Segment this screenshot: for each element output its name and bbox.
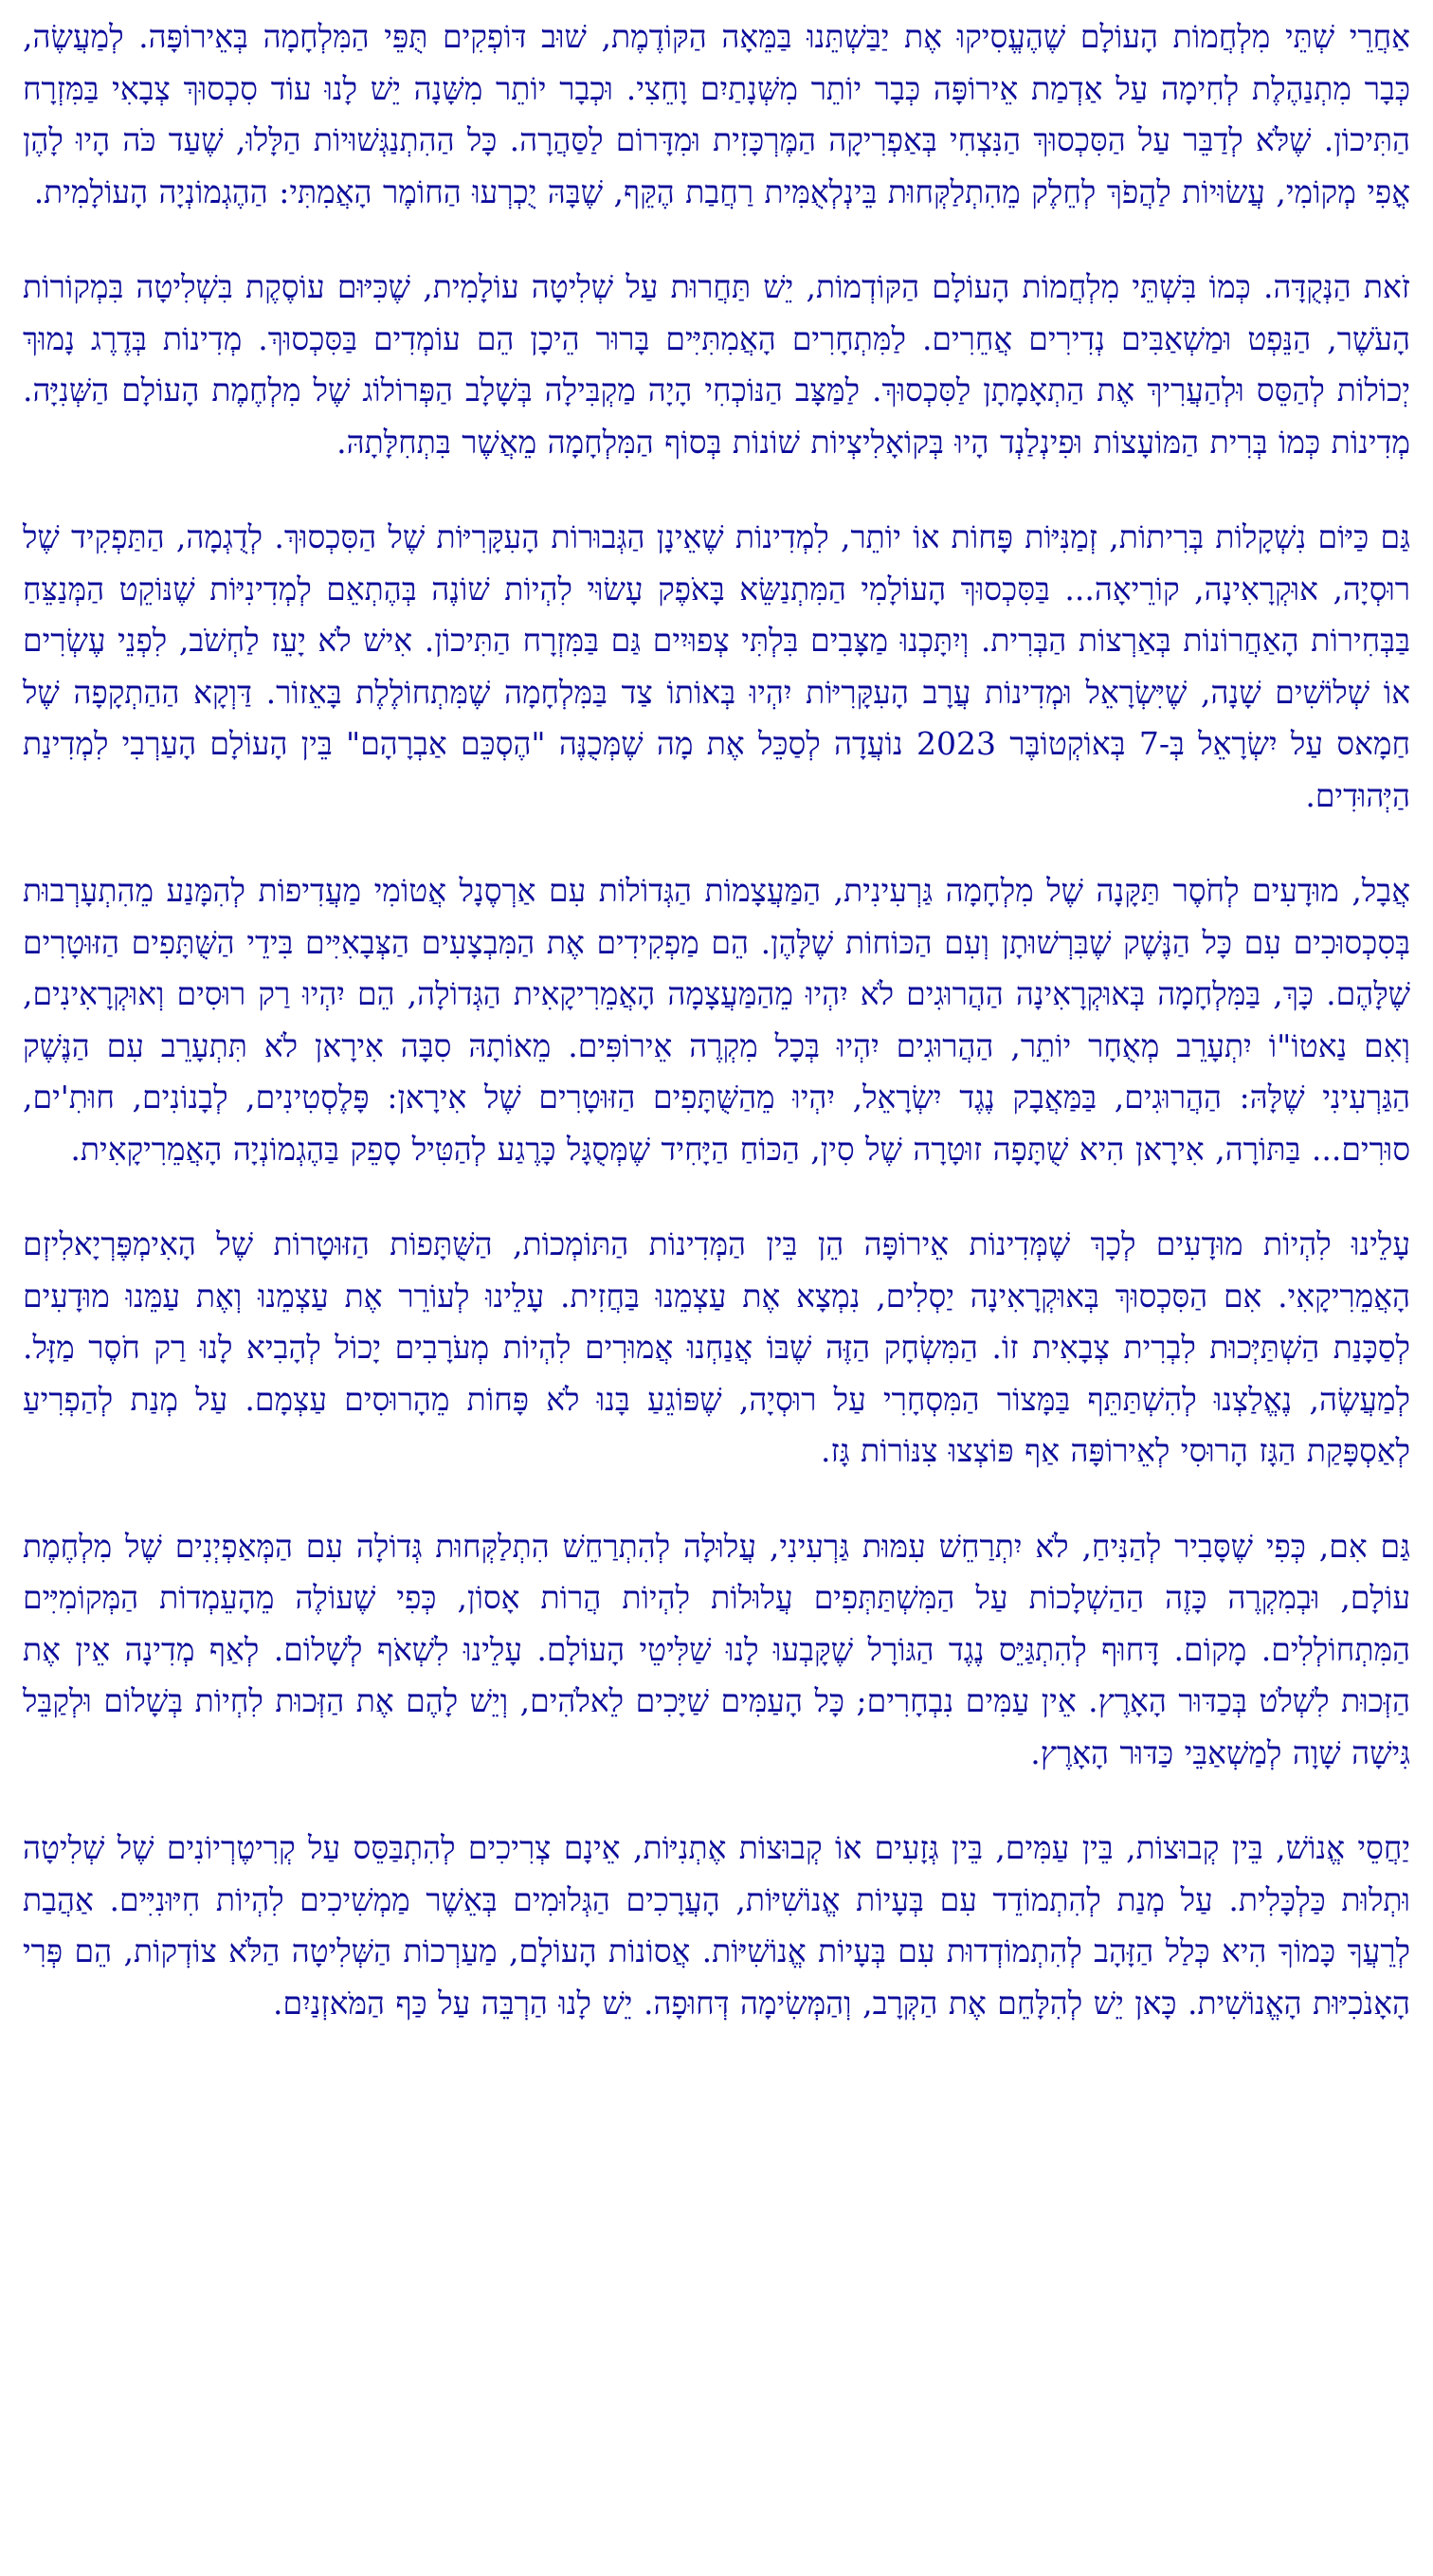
paragraph-2: זֹאת הַנְּקֻדָּה. כְּמוֹ בִּשְׁתֵּי מִלְחֲמוֹת הָעוֹלָם הַקּוֹדְמוֹת, יֵשׁ תַּחֲרוּת עַל שְׁלִיטָה עוֹלָמִית, שֶׁכִּיּוּם עוֹסֶקֶת בִּשְׁלִיטָה בִּמְקוֹרוֹת הָעֹשֶׁר, הַנֵּפְט וּמַשְׁאַבִּים נְדִירִים אֲחֵרִים. לַמִּתְחָרִים הָאֲמִתִּיִּים בָּרוּר הֵיכָן הֵם עוֹמְדִים בַּסִּכְסוּךְ. מְדִינוֹת בְּדֶרֶג נָמוּךְ יְכוֹלוֹת לְהַסֵּס וּלְהַעֲרִיךְ אֶת הַתְאָמָתָן לַסִּכְסוּךְ. לַמַּצָּב הַנּוֹכְחִי הָיָה מַקְבִּילָה בְּשָׁלָב הַפְּרוֹלוֹג שֶׁל מִלְחֶמֶת הָעוֹלָם הַשְּׁנִיָּה. מְדִינוֹת כְּמוֹ בְּרִית הַמּוֹעָצוֹת וּפִינְלַנְד הָיוּ בְּקוֹאָלִיצְיוֹת שׁוֹנוֹת בְּסוֹף הַמִּלְחָמָה מֵאֲשֶׁר בִּתְחִלָּתָהּ. bbox=[23, 268, 1410, 461]
paragraph-1: אַחֲרֵי שְׁתֵּי מִלְחֲמוֹת הָעוֹלָם שֶׁהֶעֱסִיקוּ אֶת יַבַּשְׁתֵּנוּ בַּמֵּאָה הַקּוֹדֶמֶת, שׁוּב דּוֹפְקִים תֻּפֵּי הַמִּלְחָמָה בְּאֵירוֹפָּה. לְמַעֲשֶׂה, כְּבָר מִתְנַהֶלֶת לְחִימָה עַל אַדְמַת אֵירוֹפָּה כְּבָר יוֹתֵר מִשְּׁנָתַיִם וָחֵצִי. וּכְבָר יוֹתֵר מִשָּׁנָה יֵשׁ לָנוּ עוֹד סִכְסוּךְ צְבָאִי בַּמִּזְרָח הַתִּיכוֹן. שֶׁלֹּא לְדַבֵּר עַל הַסִּכְסוּךְ הַנִּצְחִי בְּאַפְרִיקָה הַמֶּרְכָּזִית וּמִדָּרוֹם לַסַּהֲרָה. כָּל הַהִתְנַגְּשׁוּיוֹת הַלָּלוּ, שֶׁעַד כֹּה הָיוּ לָהֶן אֳפִי מְקוֹמִי, עֲשׂוּיוֹת לַהֲפֹךְ לְחֵלֶק מֵהִתְלַקְּחוּת בֵּינְלְאֻמִּית רַחֲבַת הֶקֵּף, שֶׁבָּהּ יֻכְרְעוּ הַחוֹמֶר הָאֲמִתִּי: הַהֶגְמוֹנְיָה הָעוֹלָמִית. bbox=[23, 18, 1410, 210]
paragraph-4: אֲבָל, מוּדָעִים לְחֹסֶר תַּקָּנָה שֶׁל מִלְחָמָה גַּרְעִינִית, הַמַּעֲצָמוֹת הַגְּדוֹלוֹת עִם אַרְסֶנָל אֲטוֹמִי מַעֲדִיפוֹת לְהִמָּנַע מֵהִתְעָרְבוּת בְּסִכְסוּכִים עִם כָּל הַנֶּשֶׁק שֶׁבִּרְשׁוּתָן וְעִם הַכּוֹחוֹת שֶׁלָּהֶן. הֵם מַפְקִידִים אֶת הַמִּבְצָעִים הַצְּבָאִיִּים בִּידֵי הַשֻּׁתָּפִים הַזּוּטָרִים שֶׁלָּהֶם. כָּךְ, בַּמִּלְחָמָה בְּאוּקְרָאִינָה הַהֲרוּגִים לֹא יִהְיוּ מֵהַמַּעֲצָמָה הָאֲמֵרִיקָאִית הַגְּדוֹלָה, הֵם יִהְיוּ רַק רוּסִים וְאוּקְרָאִינִים, וְאִם נַאטוֹ"וֹ יִתְעָרֵב מְאֻחָר יוֹתֵר, הַהֲרוּגִים יִהְיוּ בְּכָל מִקְרֶה אֵירוֹפִּים. מֵאוֹתָהּ סִבָּה אִירָאן לֹא תִּתְעָרֵב עִם הַנֶּשֶׁק הַגַּרְעִינִי שֶׁלָּהּ: הַהֲרוּגִים, בַּמַּאֲבָק נֶגֶד יִשְׂרָאֵל, יִהְיוּ מֵהַשֻּׁתָּפִים הַזּוּטָרִים שֶׁל אִירָאן: פָּלֶסְטִינִים, לְבָנוֹנִים, חוּתִ'ים, סוּרִים... בַּתּוֹרָה, אִירָאן הִיא שֻׁתָּפָה זוּטָרָה שֶׁל סִין, הַכּוֹחַ הַיָּחִיד שֶׁמְּסֻגָּל כָּרֶגַע לְהַטִּיל סָפֵק בַּהֶגְמוֹנְיָה הָאֲמֵרִיקָאִית. bbox=[23, 872, 1410, 1168]
paragraph-7: יַחֲסֵי אֱנוֹשׁ, בֵּין קְבוּצוֹת, בֵּין עַמִּים, בֵּין גְּזָעִים אוֹ קְבוּצוֹת אֶתְנִיּוֹת, אֵינָם צְרִיכִים לְהִתְבַּסֵּס עַל קְרִיטֶרְיוֹנִים שֶׁל שְׁלִיטָה וּתְלוּת כַּלְכָּלִית. עַל מְנַת לְהִתְמוֹדֵד עִם בְּעָיוֹת אֱנוֹשִׁיּוֹת, הָעֲרָכִים הַגְּלוּמִים בְּאֵשֶׁר מַמְשִׁיכִים לִהְיוֹת חִיּוּנִיִּים. אַהֲבַת לְרֵעֲךָ כָּמוֹךָ הִיא כְּלַל הַזָּהָב לְהִתְמוֹדְדוּת עִם בְּעָיוֹת אֱנוֹשִׁיּוֹת. אֲסוֹנוֹת הָעוֹלָם, מַעַרְכוֹת הַשְּׁלִיטָה הַלֹּא צוֹדְקוֹת, הֵם פְּרִי הָאָנֹכִיּוּת הָאֱנוֹשִׁית. כָּאן יֵשׁ לְהִלָּחֵם אֶת הַקְּרָב, וְהַמְּשִׂימָה דְּחוּפָה. יֵשׁ לָנוּ הַרְבֵּה עַל כַּף הַמֹּאזְנַיִם. bbox=[23, 1829, 1410, 2022]
paragraph-5: עָלֵינוּ לִהְיוֹת מוּדָעִים לְכָךְ שֶׁמְּדִינוֹת אֵירוֹפָּה הֵן בֵּין הַמְּדִינוֹת הַתּוֹמְכוֹת, הַשֻּׁתָּפוֹת הַזּוּטָרוֹת שֶׁל הָאִימְפֶּרְיָאלִיזְם הָאֲמֵרִיקָאִי. אִם הַסִּכְסוּךְ בְּאוּקְרָאִינָה יַסְלִים, נִמְצָא אֶת עַצְמֵנוּ בַּחֲזִית. עָלֵינוּ לְעוֹרֵר אֶת עַצְמֵנוּ וְאֶת עַמֵּנוּ מוּדָעִים לְסַכָּנַת הַשְׁתַּיְּכוּת לִבְרִית צְבָאִית זוֹ. הַמִּשְׂחָק הַזֶּה שֶׁבּוֹ אֲנַחְנוּ אֲמוּרִים לִהְיוֹת מְעֹרָבִים יָכוֹל לְהָבִיא לָנוּ רַק חֹסֶר מַזָּל. לְמַעֲשֶׂה, נֶאֱלַצְנוּ לְהִשְׁתַּתֵּף בַּמָּצוֹר הַמִּסְחָרִי עַל רוּסְיָה, שֶׁפּוֹגֵעַ בָּנוּ לֹא פָּחוֹת מֵהָרוּסִים עַצְמָם. עַל מְנַת לְהַפְרִיעַ לְאַסְפָּקַת הַגָּז הָרוּסִי לְאֵירוֹפָּה אַף פּוֹצְצוּ צִנּוֹרוֹת גָּז. bbox=[23, 1225, 1410, 1469]
paragraph-6: גַּם אִם, כְּפִי שֶׁסָּבִיר לְהַנִּיחַ, לֹא יִתְרַחֵשׁ עִמּוּת גַּרְעִינִי, עֲלוּלָה לְהִתְרַחֵשׁ הִתְלַקְּחוּת גְּדוֹלָה עִם הַמְּאַפְיְנִים שֶׁל מִלְחֶמֶת עוֹלָם, וּבְמִקְרֶה כָּזֶה הַהַשְׁלָכוֹת עַל הַמִּשְׁתַּתְּפִים עֲלוּלוֹת לִהְיוֹת הֲרוֹת אָסוֹן, כְּפִי שֶׁעוֹלֶה מֵהָעֵמְדוֹת הַמְּקוֹמִיִּים הַמִּתְחוֹלְלִים. מָקוֹם. דָּחוּף לְהִתְגַּיֵּס נֶגֶד הַגּוֹרָל שֶׁקָּבְעוּ לָנוּ שַׁלִּיטֵי הָעוֹלָם. עָלֵינוּ לִשְׁאֹף לְשָׁלוֹם. לְאַף מְדִינָה אֵין אֶת הַזְּכוּת לִשְׁלֹט בְּכַדּוּר הָאָרֶץ. אֵין עַמִּים נִבְחָרִים; כָּל הָעַמִּים שַׁיָּכִים לֵאלֹהִים, וְיֵשׁ לָהֶם אֶת הַזְּכוּת לִחְיוֹת בְּשָׁלוֹם וּלְקַבֵּל גִּישָׁה שָׁוָה לְמַשְׁאַבֵּי כַּדּוּר הָאָרֶץ. bbox=[23, 1527, 1410, 1771]
paragraph-3: גַּם כַּיּוֹם נִשְׁקָלוֹת בְּרִיתוֹת, זְמַנִּיּוֹת פָּחוֹת אוֹ יוֹתֵר, לִמְדִינוֹת שֶׁאֵינָן הַגְּבוּרוֹת הָעִקָּרִיּוֹת שֶׁל הַסִּכְסוּךְ. לְדֻגְמָה, הַתַּפְקִיד שֶׁל רוּסְיָה, אוּקְרָאִינָה, קוֹרֵיאָה... בַּסִּכְסוּךְ הָעוֹלָמִי הַמִּתְנַשֵּׂא בָּאֹפֶק עָשׂוּי לִהְיוֹת שׁוֹנֶה בְּהֶתְאֵם לְמְדִינִיּוֹת שֶׁנּוֹקֵט הַמְּנַצֵּחַ בַּבְּחִירוֹת הָאַחֲרוֹנוֹת בְּאַרְצוֹת הַבְּרִית. וְיִתָּכְנוּ מַצָּבִים בִּלְתִּי צְפוּיִים גַּם בַּמִּזְרָח הַתִּיכוֹן. אִישׁ לֹא יָעֵז לַחְשֹׁב, לִפְנֵי עֶשְׂרִים אוֹ שְׁלוֹשִׁים שָׁנָה, שֶׁיִּשְׂרָאֵל וּמְדִינוֹת עֲרָב הָעִקָּרִיּוֹת יִהְיוּ בְּאוֹתוֹ צַד בַּמִּלְחָמָה שֶׁמִּתְחוֹלֶלֶת בָּאֵזוֹר. דַּוְקָא הַהַתְקָפָה שֶׁל חַמָאס עַל יִשְׂרָאֵל בְּ-7 בְּאוֹקְטוֹבֶּר 2023 נוֹעֲדָה לְסַכֵּל אֶת מָה שֶׁמְּכֻנֶּה "הֶסְכֵּם אַבְרָהָם" בֵּין הָעוֹלָם הָעַרְבִי לִמְדִינַת הַיְּהוּדִים. bbox=[23, 518, 1410, 814]
